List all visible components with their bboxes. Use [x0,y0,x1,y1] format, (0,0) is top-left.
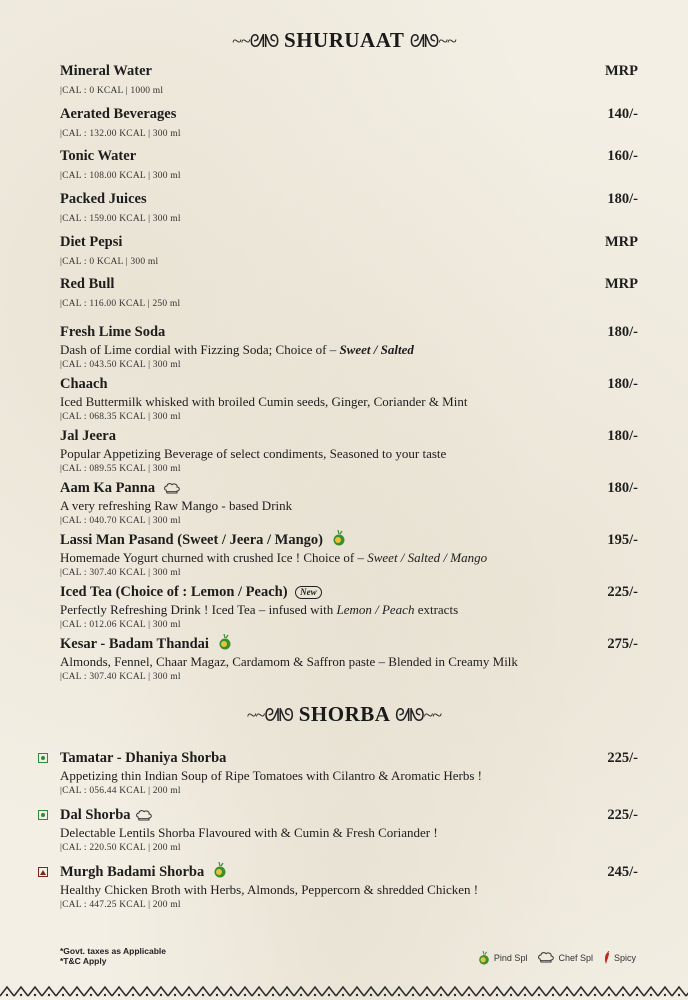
shuruaat-heading: SHURUAAT [284,28,404,52]
item-name: Chaach [60,376,108,392]
item-calories: |CAL : 040.70 KCAL | 300 ml [60,516,181,526]
item-price: 225/- [607,584,638,600]
item-description: Delectable Lentils Shorba Flavoured with & Cumin & Fresh Coriander ! [60,825,438,840]
ornament-right-icon: ᘛᘚ~~ [395,705,442,725]
item-name: Aerated Beverages [60,106,177,122]
list-item [60,376,640,422]
item-name: Fresh Lime Soda [60,324,166,340]
item-price: 245/- [607,864,638,880]
list-item [60,276,640,309]
list-item [60,480,640,526]
item-calories: |CAL : 0 KCAL | 300 ml [60,257,159,267]
item-price: 140/- [607,106,638,122]
item-description: Appetizing thin Indian Soup of Ripe Tomatoes with Cilantro & Aromatic Herbs ! [60,768,483,783]
item-calories: |CAL : 116.00 KCAL | 250 ml [60,299,181,309]
item-name: Red Bull [60,276,115,292]
item-price: 160/- [607,148,638,164]
item-description: Iced Buttermilk whisked with broiled Cumin seeds, Ginger, Coriander & Mint [60,394,468,409]
item-description: Dash of Lime cordial with Fizzing Soda; Choice of – Sweet / Salted [60,342,414,357]
item-name: Iced Tea (Choice of : Lemon / Peach) New [60,584,640,601]
item-name: Mineral Water [60,63,152,79]
item-price: MRP [604,276,638,292]
item-name: Tonic Water [60,148,137,164]
item-name: Aam Ka Panna [60,480,640,497]
tc-note: *T&C Apply [60,956,107,966]
legend-chef: Chef Spl [537,952,593,964]
item-price: 225/- [607,750,638,766]
item-calories: |CAL : 220.50 KCAL | 200 ml [60,843,181,853]
legend [477,950,636,966]
chili-icon [603,951,611,965]
list-item [60,864,640,910]
item-name: Jal Jeera [60,428,116,444]
shorba-heading: SHORBA [298,702,390,726]
item-price: 180/- [607,428,638,444]
list-item [60,532,640,578]
list-item [60,750,640,796]
ornament-right-icon: ᘛᘚ~~ [409,31,456,51]
item-description: Almonds, Fennel, Chaar Magaz, Cardamom & Saffron paste – Blended in Creamy Milk [60,654,518,669]
item-price: 180/- [607,376,638,392]
item-calories: |CAL : 056.44 KCAL | 200 ml [60,786,181,796]
item-price: 195/- [607,532,638,548]
item-name: Murgh Badami Shorba [60,864,640,881]
item-calories: |CAL : 068.35 KCAL | 300 ml [60,412,181,422]
list-item [60,148,640,181]
decorative-border [0,984,688,1000]
ornament-left-icon: ~~ᘛᘚ [246,705,293,725]
list-item [60,584,640,630]
list-item [60,807,640,853]
list-item [60,234,640,267]
list-item [60,63,640,96]
item-calories: |CAL : 307.40 KCAL | 300 ml [60,672,181,682]
item-description: Healthy Chicken Broth with Herbs, Almonds, Peppercorn & shredded Chicken ! [60,882,479,897]
section-title-shuruaat [0,28,688,53]
section-title-shorba [0,702,688,727]
item-price: MRP [604,234,638,250]
item-calories: |CAL : 447.25 KCAL | 200 ml [60,900,181,910]
item-calories: |CAL : 159.00 KCAL | 300 ml [60,214,181,224]
item-description: Popular Appetizing Beverage of select condiments, Seasoned to your taste [60,446,447,461]
tax-note: *Govt. taxes as Applicable [60,946,166,956]
item-name: Tamatar - Dhaniya Shorba [60,750,227,766]
new-badge: New [295,586,322,599]
item-name: Packed Juices [60,191,147,207]
item-name: Kesar - Badam Thandai [60,636,640,653]
item-name: Diet Pepsi [60,234,123,250]
chef-hat-icon [163,483,181,495]
veg-icon [38,810,48,820]
item-price: MRP [604,63,638,79]
item-calories: |CAL : 012.06 KCAL | 300 ml [60,620,181,630]
list-item [60,191,640,224]
item-price: 180/- [607,324,638,340]
item-price: 225/- [607,807,638,823]
item-description: A very refreshing Raw Mango - based Drink [60,498,293,513]
legend-pind: Pind Spl [477,950,528,966]
list-item [60,106,640,139]
list-item [60,428,640,474]
item-calories: |CAL : 307.40 KCAL | 300 ml [60,568,181,578]
item-description: Perfectly Refreshing Drink ! Iced Tea – infused with Lemon / Peach extracts [60,602,459,617]
chef-hat-icon [135,810,153,822]
item-calories: |CAL : 089.55 KCAL | 300 ml [60,464,181,474]
item-price: 180/- [607,480,638,496]
pind-special-icon [212,862,228,878]
item-calories: |CAL : 132.00 KCAL | 300 ml [60,129,181,139]
footer-notes [60,946,166,966]
item-description: Homemade Yogurt churned with crushed Ice ! Choice of – Sweet / Salted / Mango [60,550,488,565]
legend-spicy: Spicy [603,951,636,965]
item-name: Lassi Man Pasand (Sweet / Jeera / Mango) [60,532,640,549]
item-name: Dal Shorba [60,807,640,824]
item-calories: |CAL : 043.50 KCAL | 300 ml [60,360,181,370]
item-price: 180/- [607,191,638,207]
ornament-left-icon: ~~ᘛᘚ [232,31,279,51]
pind-special-icon [331,530,347,546]
pind-special-icon [477,950,491,966]
non-veg-icon [38,867,48,877]
item-price: 275/- [607,636,638,652]
pind-special-icon [217,634,233,650]
list-item [60,636,640,682]
item-calories: |CAL : 108.00 KCAL | 300 ml [60,171,181,181]
list-item [60,324,640,370]
item-calories: |CAL : 0 KCAL | 1000 ml [60,86,164,96]
chef-hat-icon [537,952,555,964]
veg-icon [38,753,48,763]
